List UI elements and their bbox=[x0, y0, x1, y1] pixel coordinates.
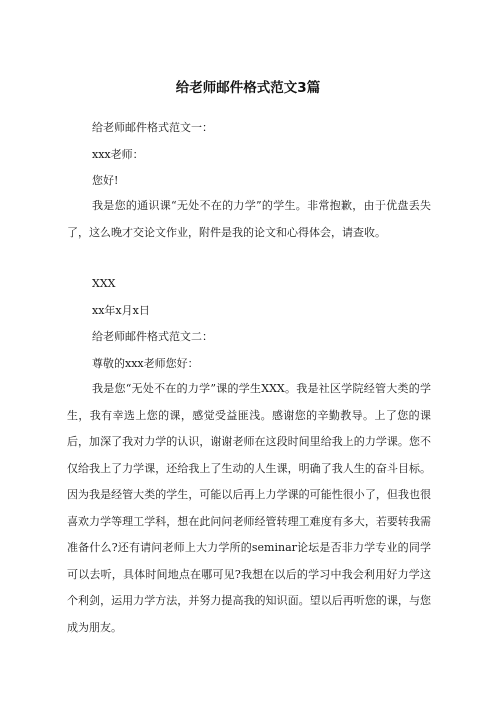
body-paragraph-1: 我是您的通识课“无处不在的力学”的学生。非常抱歉，由于优盘丢失了，这么晚才交论文作业，附件是我的论文和心得体会，请查收。 bbox=[67, 199, 431, 239]
signature-name: XXX bbox=[92, 277, 116, 290]
salutation-1: xxx老师： bbox=[92, 148, 144, 161]
section-heading-1: 给老师邮件格式范文一： bbox=[92, 121, 213, 134]
document-title: 给老师邮件格式范文3篇 bbox=[175, 80, 321, 96]
signature-date: xx年x月x日 bbox=[92, 304, 150, 317]
salutation-2: 尊敬的xxx老师您好： bbox=[92, 357, 199, 370]
body-paragraph-2: 我是您“无处不在的力学”课的学生XXX。我是社区学院经管大类的学生，我有幸选上您的课，感觉受益匪浅。感谢您的辛勤教导。上了您的课后，加深了我对力学的认识，谢谢老师在这段时间里给我上的力学课。您不仅给我上了力学课，还给我上了生动的人生课，明确了我人生的奋斗目标。因为我是经管大类的学生，可能以后再上力学课的可能性很小了，但我也很喜欢力学等理工学科，想在此问问老师经管转理工难度有多大，若要转我需准备什么?还有请问老师上大力学所的seminar论坛是否非力学专业的同学可以去听，具体时间地点在哪可见?我想在以后的学习中我会利用好力学这个利剑，运用力学方法，并努力提高我的知识面。望以后再听您的课，与您成为朋友。 bbox=[67, 382, 431, 634]
section-heading-2: 给老师邮件格式范文二： bbox=[92, 330, 213, 343]
greeting-1: 您好! bbox=[92, 174, 119, 187]
